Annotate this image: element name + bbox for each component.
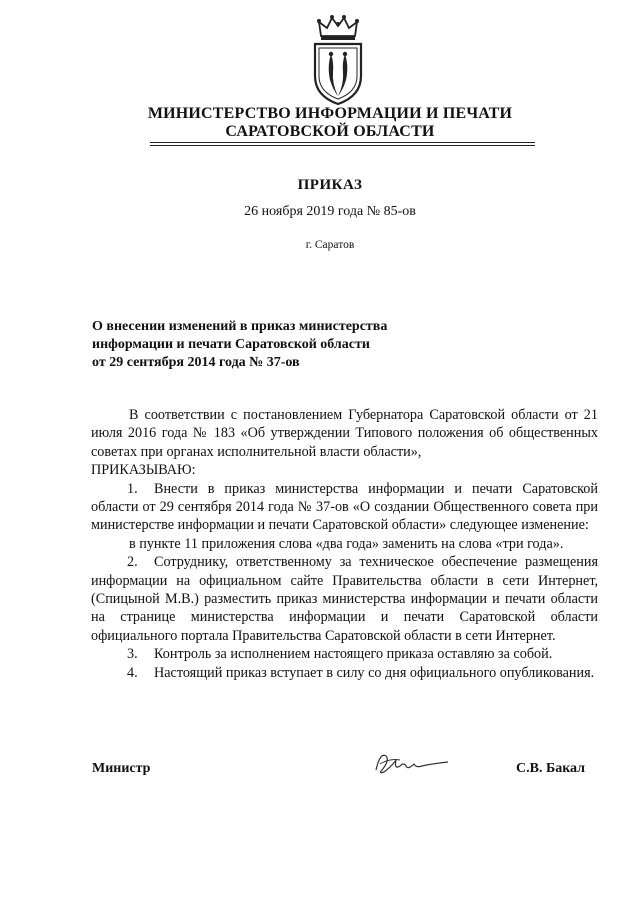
order-subject — [92, 318, 422, 372]
preamble-paragraph: В соответствии с постановлением Губернатора Саратовской области от 21 июля 2016 года № 183 «Об утверждении Типового положения об общественных советах при органах исполнительной власти области», — [91, 407, 598, 460]
item-2 — [91, 553, 598, 645]
subject-line2: информации и печати Саратовской области — [92, 337, 370, 352]
item-1-change: в пункте 11 приложения слова «два года» заменить на слова «три года». — [129, 535, 564, 552]
item-4 — [91, 664, 598, 682]
item-1 — [91, 480, 598, 535]
item-4-text: Настоящий приказ вступает в силу со дня официального опубликования. — [154, 664, 595, 681]
ministry-name-line1: МИНИСТЕРСТВО ИНФОРМАЦИИ И ПЕЧАТИ — [147, 105, 513, 122]
signatory-name: С.В. Бакал — [516, 761, 586, 776]
item-1-text: Внести в приказ министерства информации и печати Саратовской области от 29 сентября 2014 года № 37-ов «О создании Общественного совета при министерстве информации и печати Саратовской области» следующее изменение: — [91, 480, 598, 534]
item-3 — [91, 645, 598, 663]
subject-line3: от 29 сентября 2014 года № 37-ов — [92, 355, 300, 370]
item-4-number: 4. — [127, 664, 138, 681]
order-title: ПРИКАЗ — [297, 177, 363, 193]
item-2-text: Сотруднику, ответственному за техническое обеспечение размещения информации на официальном сайте Правительства области в сети Интернет, (Спицыной М.В.) разместить приказ министерства информации и печати области на странице министерства информации и печати Саратовской области официального портала Правительства Саратовской области в сети Интернет. — [91, 554, 598, 644]
order-date: 26 ноября 2019 года № 85-ов — [244, 204, 416, 219]
item-2-number: 2. — [127, 554, 138, 571]
item-3-number: 3. — [127, 646, 138, 663]
item-3-text: Контроль за исполнением настоящего приказа оставляю за собой. — [154, 646, 553, 663]
ministry-name-line2: САРАТОВСКОЙ ОБЛАСТИ — [225, 123, 435, 140]
item-1-number: 1. — [127, 480, 138, 497]
handwritten-signature-icon — [370, 744, 450, 780]
coat-of-arms-icon — [307, 14, 369, 106]
signatory-position: Министр — [92, 761, 151, 776]
order-body — [91, 406, 598, 682]
header-rule-thin — [150, 145, 535, 146]
header-rule-thick — [150, 142, 535, 143]
subject-line1: О внесении изменений в приказ министерства — [92, 319, 388, 334]
decree-word: ПРИКАЗЫВАЮ: — [91, 462, 196, 479]
order-city: г. Саратов — [305, 239, 355, 251]
